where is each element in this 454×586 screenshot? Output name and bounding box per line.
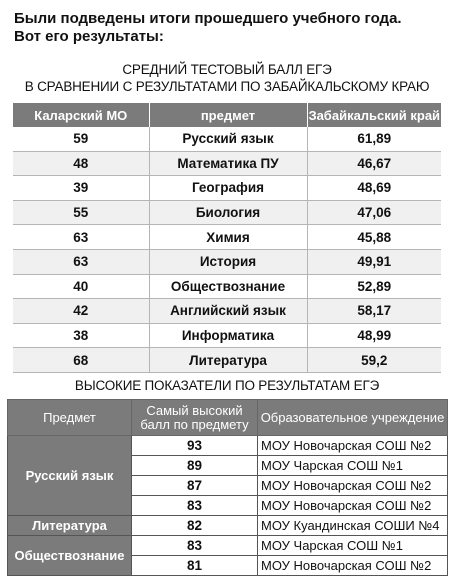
krai-score-cell: 52,89 <box>307 274 441 299</box>
table1-title <box>0 61 454 95</box>
table-row <box>13 249 441 274</box>
krai-score-cell: 48,69 <box>307 176 441 201</box>
header-institution: Образовательное учреждение <box>258 400 448 436</box>
table2-title: ВЫСОКИЕ ПОКАЗАТЕЛИ ПО РЕЗУЛЬТАТАМ ЕГЭ <box>74 378 380 393</box>
subject-cell: Обществознание <box>8 536 132 576</box>
subject-cell: Литература <box>149 348 307 373</box>
table-row <box>13 348 441 373</box>
table-row <box>13 176 441 201</box>
header-highest-score: Самый высокий балл по предмету <box>132 400 258 436</box>
subject-cell: Информатика <box>149 323 307 348</box>
mo-score-cell: 40 <box>13 274 149 299</box>
table-row <box>13 127 441 151</box>
table-row <box>13 225 441 250</box>
school-cell: МОУ Чарская СОШ №1 <box>258 456 448 476</box>
table-row <box>13 274 441 299</box>
school-cell: МОУ Чарская СОШ №1 <box>258 536 448 556</box>
score-cell: 93 <box>132 436 258 456</box>
score-cell: 87 <box>132 476 258 496</box>
score-cell: 81 <box>132 556 258 576</box>
table-row <box>13 151 441 176</box>
header-zabaykalsky-krai: Забайкальский край <box>307 103 441 127</box>
school-cell: МОУ Новочарская СОШ №2 <box>258 496 448 516</box>
subject-cell: Английский язык <box>149 299 307 324</box>
mo-score-cell: 63 <box>13 249 149 274</box>
table-row <box>13 299 441 324</box>
high-scores-table <box>7 399 448 576</box>
header-subject: Предмет <box>8 400 132 436</box>
subject-cell: Химия <box>149 225 307 250</box>
table-row <box>13 323 441 348</box>
krai-score-cell: 45,88 <box>307 225 441 250</box>
krai-score-cell: 46,67 <box>307 151 441 176</box>
subject-cell: История <box>149 249 307 274</box>
header-subject: предмет <box>149 103 307 127</box>
mo-score-cell: 68 <box>13 348 149 373</box>
krai-score-cell: 47,06 <box>307 200 441 225</box>
score-cell: 83 <box>132 536 258 556</box>
mo-score-cell: 42 <box>13 299 149 324</box>
subject-cell: Биология <box>149 200 307 225</box>
table1-title-line-2: В СРАВНЕНИИ С РЕЗУЛЬТАТАМИ ПО ЗАБАЙКАЛЬСКОМУ КРАЮ <box>24 79 430 94</box>
table-row <box>8 516 448 536</box>
school-cell: МОУ Новочарская СОШ №2 <box>258 436 448 456</box>
subject-cell: Русский язык <box>8 436 132 516</box>
krai-score-cell: 58,17 <box>307 299 441 324</box>
table2-header-row <box>8 400 448 436</box>
score-cell: 82 <box>132 516 258 536</box>
subject-cell: География <box>149 176 307 201</box>
intro-text <box>14 10 444 46</box>
subject-cell: Обществознание <box>149 274 307 299</box>
mo-score-cell: 38 <box>13 323 149 348</box>
mo-score-cell: 55 <box>13 200 149 225</box>
subject-cell: Русский язык <box>149 127 307 151</box>
mo-score-cell: 48 <box>13 151 149 176</box>
table-row <box>8 436 448 456</box>
krai-score-cell: 49,91 <box>307 249 441 274</box>
school-cell: МОУ Новочарская СОШ №2 <box>258 476 448 496</box>
score-cell: 89 <box>132 456 258 476</box>
average-score-table <box>13 103 441 373</box>
subject-cell: Математика ПУ <box>149 151 307 176</box>
table1-header-row <box>13 103 441 127</box>
mo-score-cell: 59 <box>13 127 149 151</box>
krai-score-cell: 59,2 <box>307 348 441 373</box>
table1-title-line-1: СРЕДНИЙ ТЕСТОВЫЙ БАЛЛ ЕГЭ <box>122 62 332 77</box>
krai-score-cell: 61,89 <box>307 127 441 151</box>
intro-line-2: Вот его результаты: <box>14 28 164 45</box>
krai-score-cell: 48,99 <box>307 323 441 348</box>
score-cell: 83 <box>132 496 258 516</box>
mo-score-cell: 63 <box>13 225 149 250</box>
mo-score-cell: 39 <box>13 176 149 201</box>
intro-line-1: Были подведены итоги прошедшего учебного года. <box>14 10 402 27</box>
school-cell: МОУ Куандинская СОШИ №4 <box>258 516 448 536</box>
table-row <box>8 536 448 556</box>
school-cell: МОУ Новочарская СОШ №2 <box>258 556 448 576</box>
table-row <box>13 200 441 225</box>
subject-cell: Литература <box>8 516 132 536</box>
header-kalarsky-mo: Каларский МО <box>13 103 149 127</box>
